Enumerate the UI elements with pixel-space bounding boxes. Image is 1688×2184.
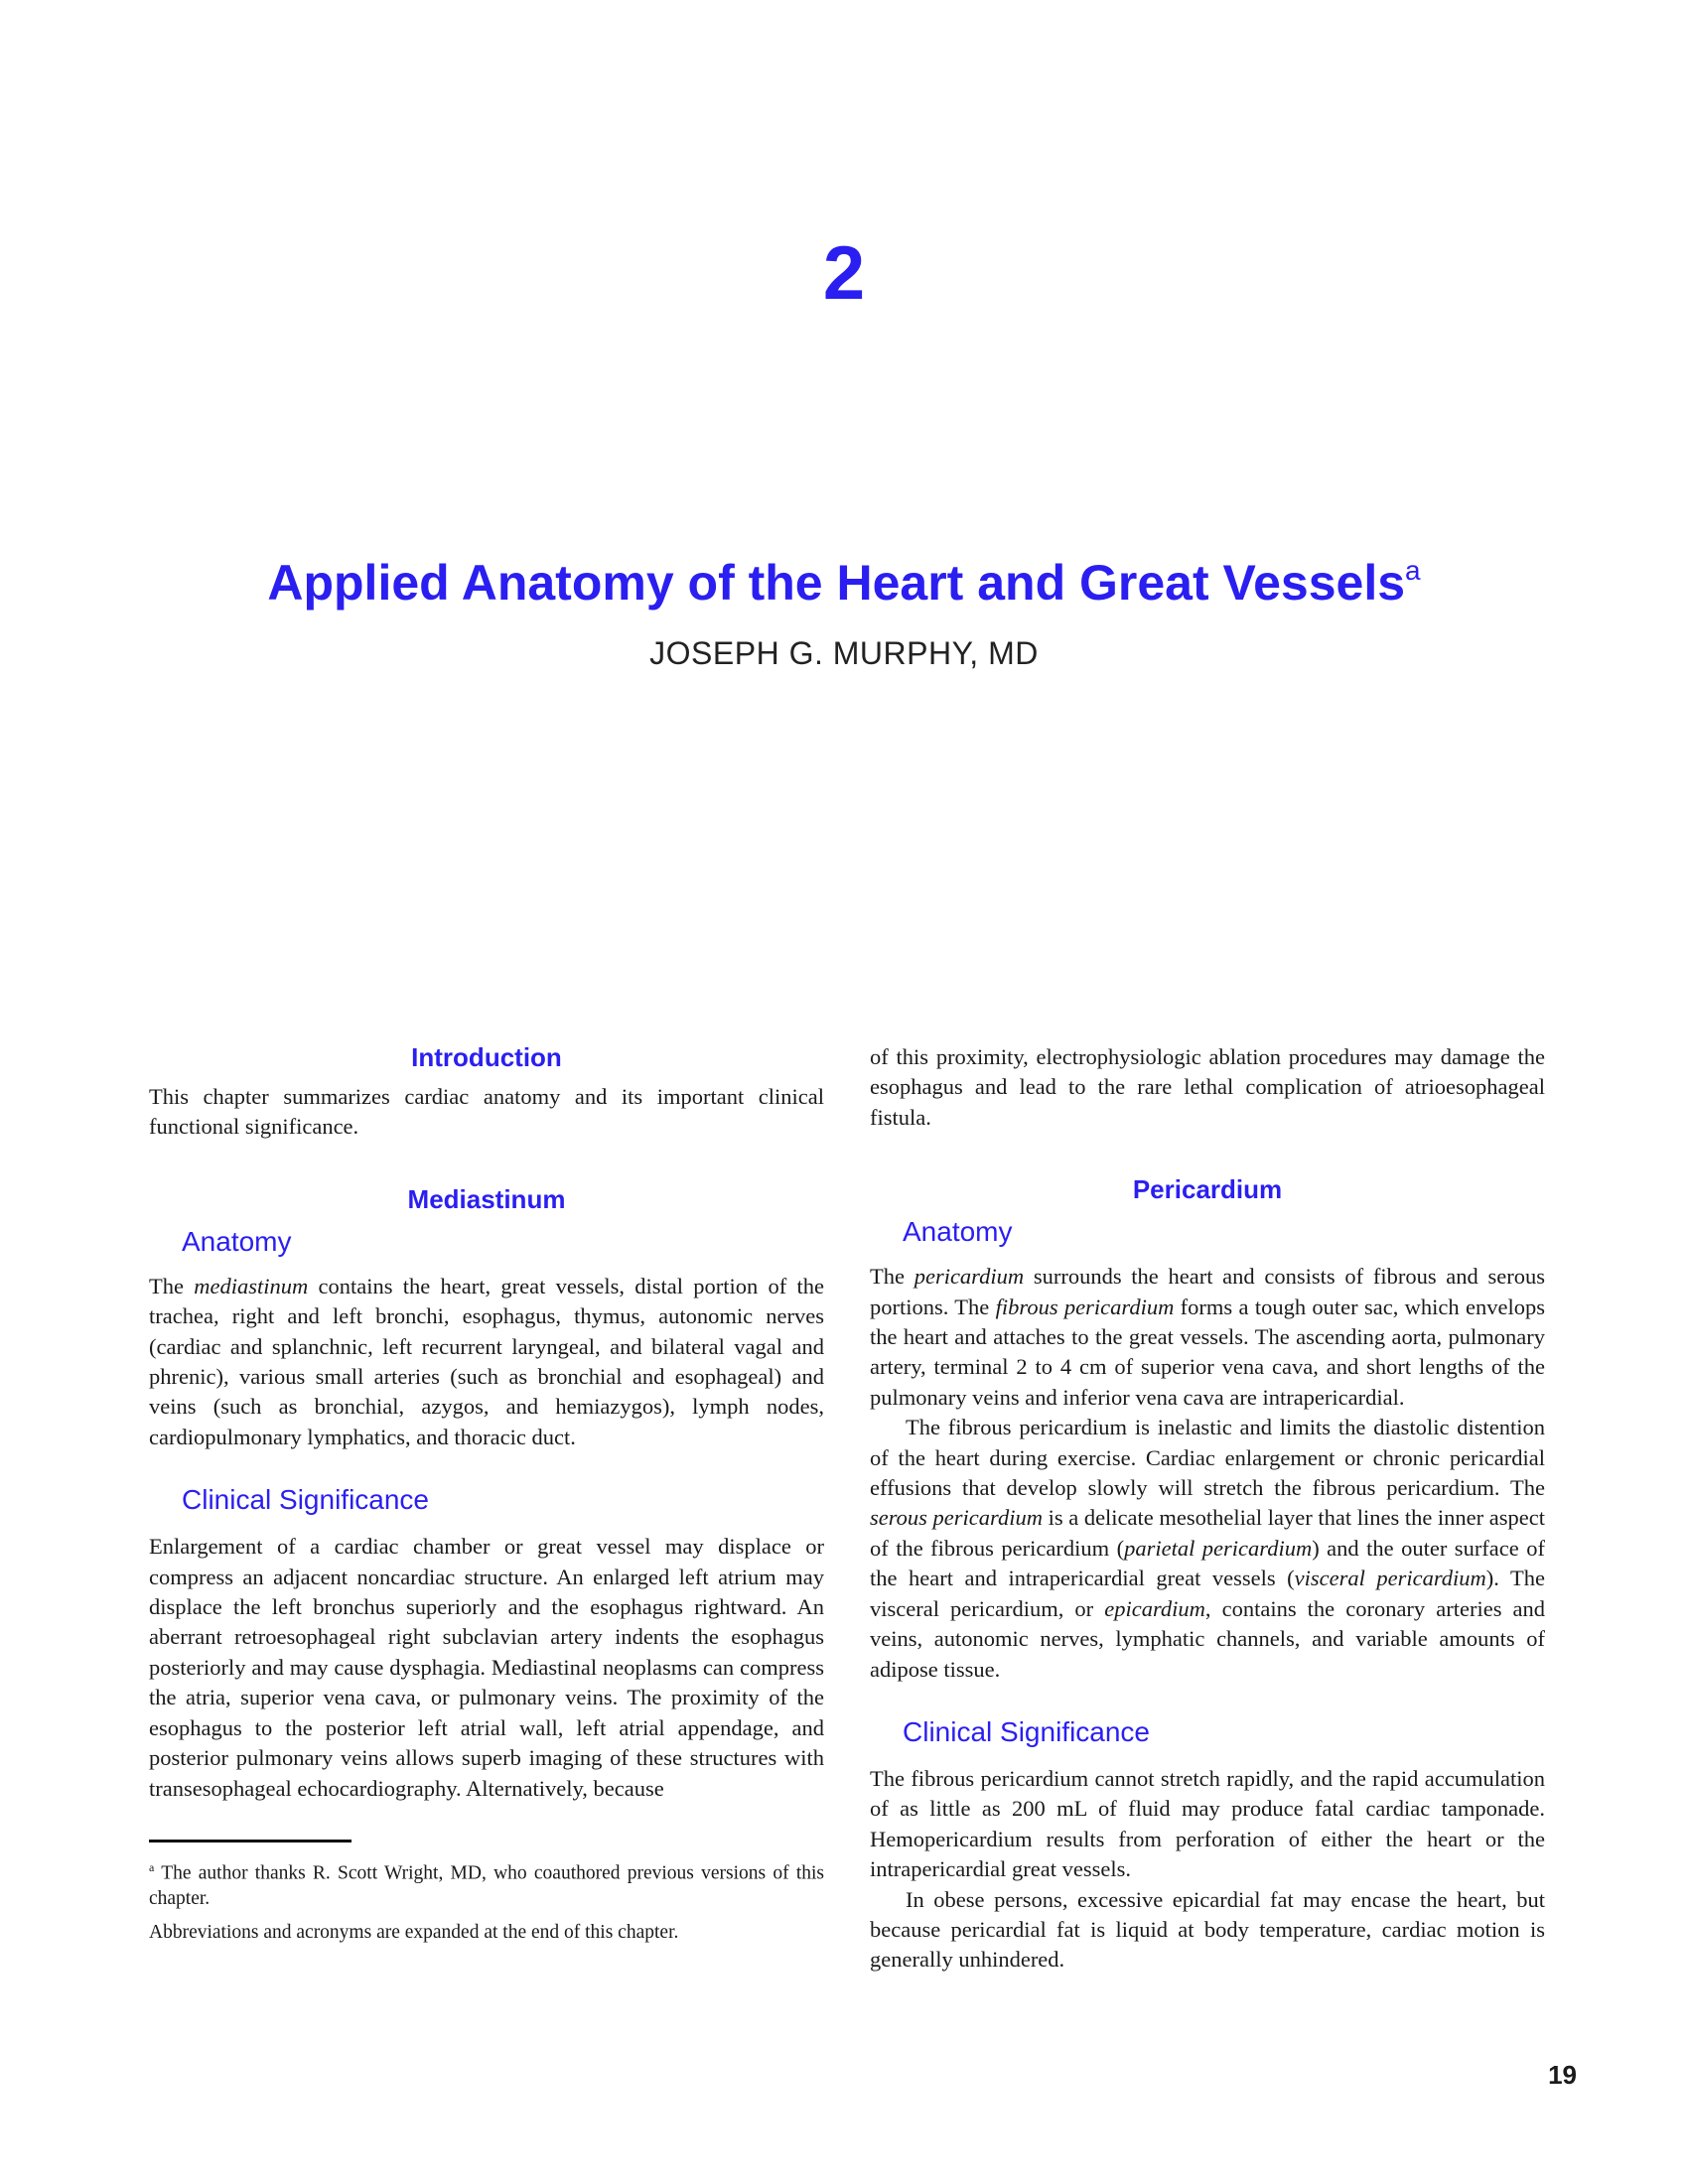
pericardium-clinical-paragraph-2: In obese persons, excessive epicardial fat may encase the heart, but because pericardial fat is liquid at body temperature, cardiac motion is generally unhindered. [870,1886,1545,1973]
text-run: The [870,1264,914,1290]
chapter-title [0,556,1688,611]
page-number: 19 [1548,2060,1577,2090]
continued-paragraph: of this proximity, electrophysiologic ablation procedures may damage the esophagus and lead to the rare lethal complication of atrioesophageal fistula. [870,1044,1545,1130]
term-serous-pericardium: serous pericardium [870,1505,1043,1531]
pericardium-anatomy-heading: Anatomy [903,1216,1013,1248]
footnote-mark: a [149,1859,155,1874]
term-visceral-pericardium: visceral pericardium [1294,1566,1486,1591]
pericardium-fibrous-paragraph [870,1413,1545,1685]
left-column [149,1042,824,1946]
right-column [870,1042,1545,1976]
term-mediastinum: mediastinum [194,1273,309,1298]
mediastinum-clinical-heading: Clinical Significance [182,1484,430,1516]
text-run: surrounds the heart and consists of fibrous and serous portions. The [870,1264,1545,1319]
footnote-divider [149,1840,352,1843]
author-name: JOSEPH G. MURPHY, MD [649,635,1039,671]
text-run: contains the heart, great vessels, distal portion of the trachea, right and left bronchi, esophagus, thymus, autonomic nerves (cardiac and splanchnic, left recurrent laryngeal, and bilateral vagal and phrenic), various small arteries (such as bronchial and esophageal) and veins (such as bronchial, azygos, and hemiazygos), lymph nodes, cardiopulmonary lymphatics, and thoracic duct. [149,1273,824,1449]
mediastinum-heading: Mediastinum [407,1183,566,1214]
footnote-abbreviations: Abbreviations and acronyms are expanded at the end of this chapter. [149,1922,679,1944]
footnote-acknowledgment-text: The author thanks R. Scott Wright, MD, who coauthored previous versions of this chapter. [149,1862,824,1910]
introduction-paragraph: This chapter summarizes cardiac anatomy and its important clinical functional significance. [149,1084,824,1140]
text-run: The [149,1273,195,1298]
text-run: , contains the coronary arteries and veins, autonomic nerves, lymphatic channels, and variable amounts of adipose tissue. [870,1595,1546,1682]
pericardium-heading: Pericardium [1132,1174,1283,1205]
pericardium-clinical-paragraph-1: The fibrous pericardium cannot stretch rapidly, and the rapid accumulation of as little as 200 mL of fluid may produce fatal cardiac tamponade. Hemopericardium results from perforation of either the heart or the intrapericardial great vessels. [870,1765,1545,1882]
chapter-number: 2 [822,231,866,316]
term-epicardium: epicardium [1104,1595,1205,1621]
chapter-title-text: Applied Anatomy of the Heart and Great Vessels [267,555,1406,611]
term-parietal-pericardium: parietal pericardium [1124,1535,1313,1561]
pericardium-clinical-heading: Clinical Significance [903,1715,1151,1747]
text-run: The fibrous pericardium is inelastic and limits the diastolic distention of the heart during exercise. Cardiac enlargement or chronic pericardial effusions that develop slowly will stretch the fibrous pericardium. The [870,1415,1545,1501]
mediastinum-anatomy-paragraph [149,1272,824,1452]
mediastinum-clinical-paragraph: Enlargement of a cardiac chamber or great vessel may displace or compress an adjacent noncardiac structure. An enlarged left atrium may displace the left bronchus superiorly and the esophagus rightward. An aberrant retroesophageal right subclavian artery indents the esophagus posteriorly and may cause dysphagia. Mediastinal neoplasms can compress the atria, superior vena cava, or pulmonary veins. The proximity of the esophagus to the posterior left atrial wall, left atrial appendage, and posterior pulmonary veins allows superb imaging of these structures with transesophageal echocardiography. Alternatively, because [149,1534,824,1801]
introduction-heading: Introduction [411,1042,562,1072]
term-fibrous-pericardium: fibrous pericardium [995,1294,1175,1319]
text-run: is a delicate mesothelial layer that lines the inner aspect of the fibrous pericardium ( [870,1505,1546,1561]
term-pericardium: pericardium [914,1264,1025,1290]
pericardium-anatomy-paragraph [870,1262,1545,1413]
title-footnote-mark: a [1405,555,1421,586]
footnote-acknowledgment [149,1854,824,1913]
footnotes [149,1840,824,1947]
text-run: ). The visceral pericardium, or [870,1566,1545,1621]
text-run: ) and the outer surface of the heart and intrapericardial great vessels ( [870,1535,1545,1591]
mediastinum-anatomy-heading: Anatomy [182,1225,292,1257]
text-run: forms a tough outer sac, which envelops the heart and attaches to the great vessels. The ascending aorta, pulmonary artery, terminal 2 to 4 cm of superior vena cava, and short lengths of the pulmonary veins and inferior vena cava are intrapericardial. [870,1294,1545,1410]
